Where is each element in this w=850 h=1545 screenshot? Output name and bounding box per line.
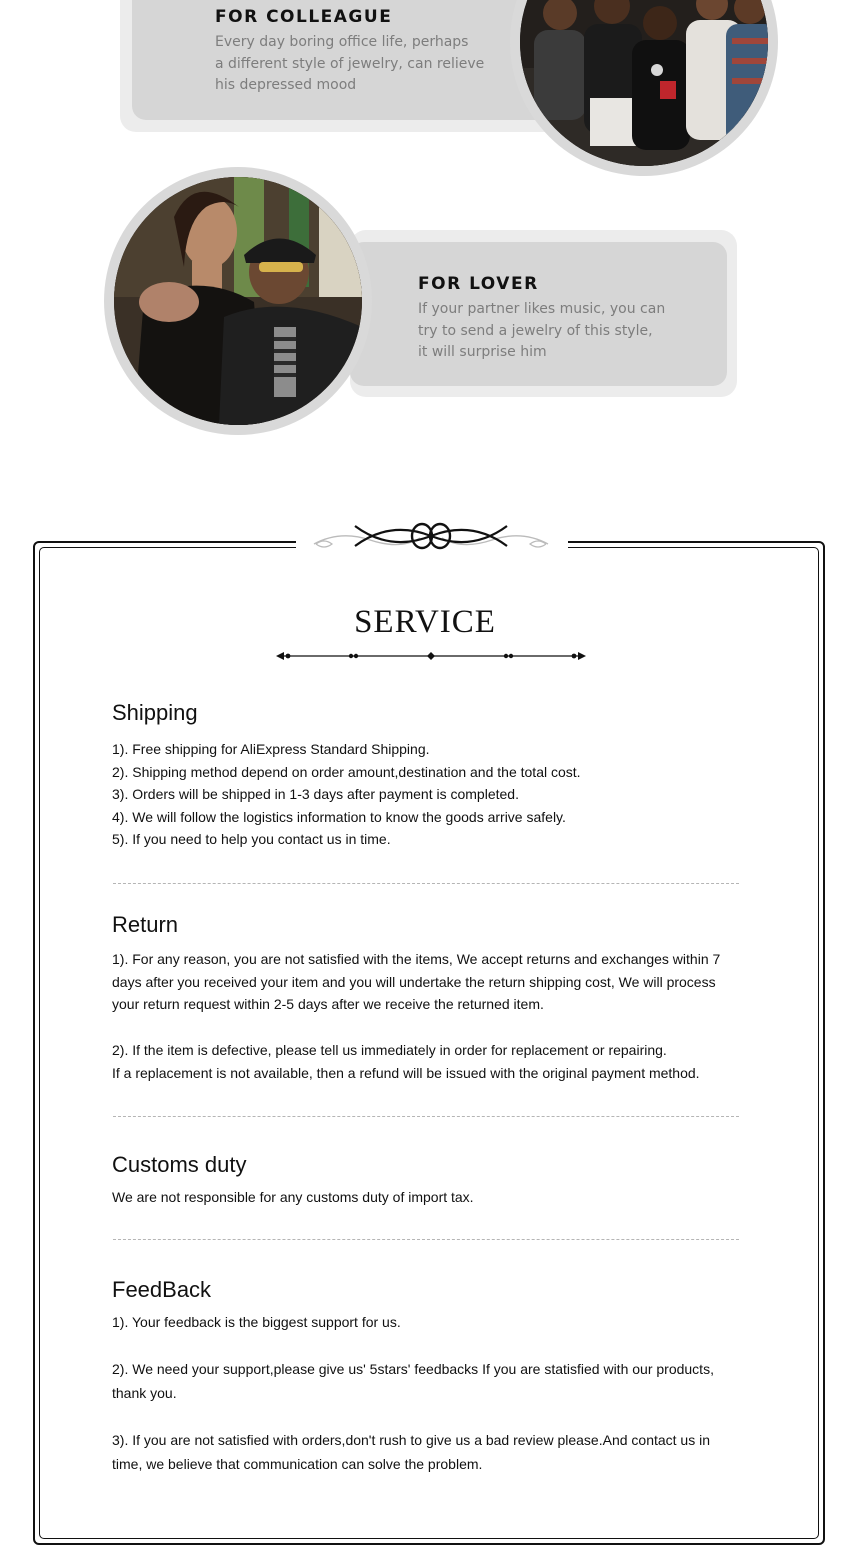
section-divider	[113, 883, 739, 884]
service-title: SERVICE	[354, 604, 496, 640]
feedback-line: 1). Your feedback is the biggest support for us.	[112, 1314, 401, 1330]
colleague-card-line: his depressed mood	[215, 77, 357, 93]
feedback-line: 2). We need your support,please give us' 5stars' feedbacks If you are statisfied with our products,	[112, 1361, 714, 1377]
shipping-heading: Shipping	[112, 700, 198, 725]
section-divider	[113, 1116, 739, 1117]
return-line: If a replacement is not available, then a refund will be issued with the original payment method.	[112, 1065, 700, 1081]
lover-card-line: try to send a jewelry of this style,	[418, 322, 653, 339]
feedback-line: thank you.	[112, 1385, 177, 1401]
lover-card-line: it will surprise him	[418, 344, 547, 360]
customs-line: We are not responsible for any customs duty of import tax.	[112, 1189, 474, 1205]
shipping-line: 5). If you need to help you contact us in time.	[112, 831, 391, 847]
return-heading: Return	[112, 912, 179, 937]
colleague-card-line: a different style of jewelry, can relieve	[215, 55, 485, 72]
shipping-line: 3). Orders will be shipped in 1-3 days after payment is completed.	[112, 786, 519, 802]
ornament-flourish-icon	[310, 516, 552, 556]
return-line: your return request within 2-5 days after we receive the returned item.	[112, 996, 544, 1012]
shipping-line: 4). We will follow the logistics information to know the goods arrive safely.	[112, 809, 566, 825]
colleague-card-description	[215, 32, 484, 97]
shipping-line: 1). Free shipping for AliExpress Standard Shipping.	[112, 741, 430, 757]
return-line: days after you received your item and you will undertake the return shipping cost, We will process	[112, 974, 716, 990]
colleague-card-title: FOR COLLEAGUE	[215, 7, 393, 27]
lover-card-title: FOR LOVER	[418, 274, 539, 294]
feedback-heading: FeedBack	[112, 1277, 212, 1302]
return-line: 2). If the item is defective, please tell us immediately in order for replacement or repairing.	[112, 1042, 667, 1058]
title-divider-ornament-icon	[274, 648, 588, 664]
section-divider	[113, 1239, 739, 1240]
return-line: 1). For any reason, you are not satisfied with the items, We accept returns and exchanges within 7	[112, 951, 721, 967]
colleague-card-line: Every day boring office life, perhaps	[215, 34, 469, 50]
customs-heading: Customs duty	[112, 1152, 247, 1177]
lover-photo	[114, 177, 362, 425]
feedback-line: time, we believe that communication can solve the problem.	[112, 1456, 483, 1472]
shipping-line: 2). Shipping method depend on order amount,destination and the total cost.	[112, 764, 581, 780]
lover-card-line: If your partner likes music, you can	[418, 301, 666, 317]
feedback-line: 3). If you are not satisfied with orders,don't rush to give us a bad review please.And contact us in	[112, 1432, 711, 1448]
lover-card-description	[418, 299, 665, 364]
